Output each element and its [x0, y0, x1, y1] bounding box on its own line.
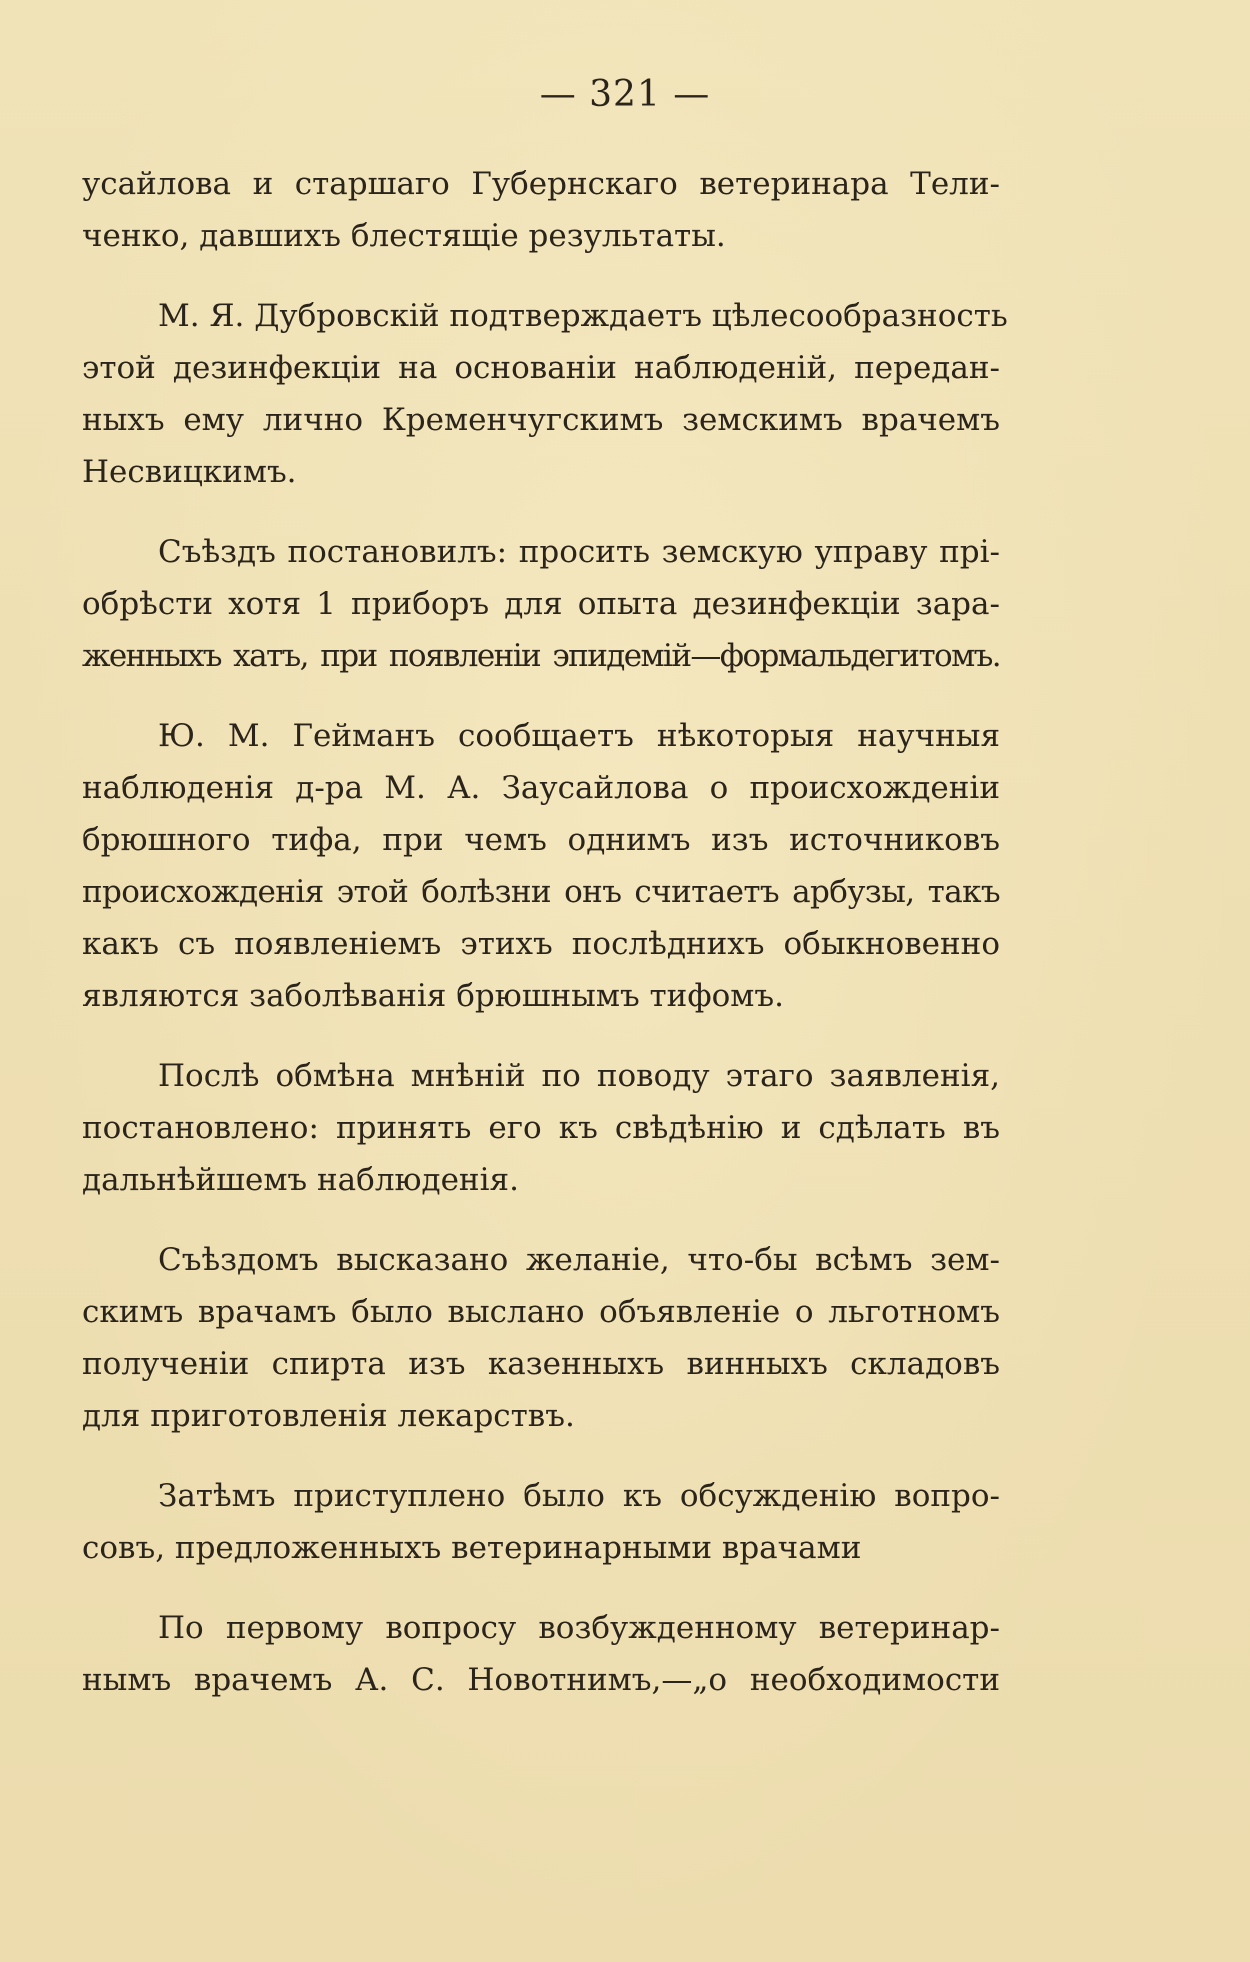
text-line: этой дезинфекціи на основаніи наблюденій, передан- — [82, 350, 1000, 386]
text-line: Несвицкимъ. — [82, 454, 297, 490]
text-line: Съѣздомъ высказано желаніе, что-бы всѣмъ зем- — [158, 1242, 1000, 1278]
paragraph — [82, 1602, 1000, 1706]
paragraph — [82, 1234, 1000, 1442]
text-line: ченко, давшихъ блестящіе результаты. — [82, 218, 726, 254]
text-line: Съѣздъ постановилъ: просить земскую управу прі- — [158, 534, 1000, 570]
text-line: для приготовленія лекарствъ. — [82, 1398, 575, 1434]
text-line: скимъ врачамъ было выслано объявленіе о льготномъ — [82, 1294, 1000, 1330]
paragraph — [82, 158, 1000, 262]
text-line: какъ съ появленіемъ этихъ послѣднихъ обыкновенно — [82, 926, 1000, 962]
text-line: наблюденія д-ра М. А. Заусайлова о происхожденіи — [82, 770, 1000, 806]
paragraph — [82, 1470, 1000, 1574]
page-number: — 321 — — [539, 74, 711, 115]
text-line: дальнѣйшемъ наблюденія. — [82, 1162, 519, 1198]
text-line: нымъ врачемъ А. С. Новотнимъ,—„о необходимости — [82, 1662, 1000, 1698]
text-line: женныхъ хатъ, при появленіи эпидемій—формальдегитомъ. — [82, 638, 1000, 674]
paragraph — [82, 290, 1008, 498]
text-line: М. Я. Дубровскій подтверждаетъ цѣлесообразность — [158, 298, 1008, 334]
text-line: совъ, предложенныхъ ветеринарными врачами — [82, 1530, 862, 1566]
text-line: Затѣмъ приступлено было къ обсужденію вопро- — [158, 1478, 1000, 1514]
text-line: брюшного тифа, при чемъ однимъ изъ источниковъ — [82, 822, 1000, 858]
paragraph — [82, 710, 1000, 1022]
text-line: усайлова и старшаго Губернскаго ветеринара Тели- — [82, 166, 1000, 202]
paragraph — [82, 1050, 1000, 1206]
body-text — [82, 158, 1008, 1734]
text-line: Послѣ обмѣна мнѣній по поводу этаго заявленія, — [158, 1058, 1000, 1094]
text-line: постановлено: принять его къ свѣдѣнію и сдѣлать въ — [82, 1110, 1000, 1146]
text-line: полученіи спирта изъ казенныхъ винныхъ складовъ — [82, 1346, 1000, 1382]
text-line: происхожденія этой болѣзни онъ считаетъ арбузы, такъ — [82, 874, 1000, 910]
text-line: По первому вопросу возбужденному ветеринар- — [158, 1610, 1000, 1646]
text-line: обрѣсти хотя 1 приборъ для опыта дезинфекціи зара- — [82, 586, 1000, 622]
paragraph — [82, 526, 1000, 682]
text-line: являются заболѣванія брюшнымъ тифомъ. — [82, 978, 784, 1014]
text-line: Ю. М. Гейманъ сообщаетъ нѣкоторыя научныя — [158, 718, 1000, 754]
text-line: ныхъ ему лично Кременчугскимъ земскимъ врачемъ — [82, 402, 1000, 438]
